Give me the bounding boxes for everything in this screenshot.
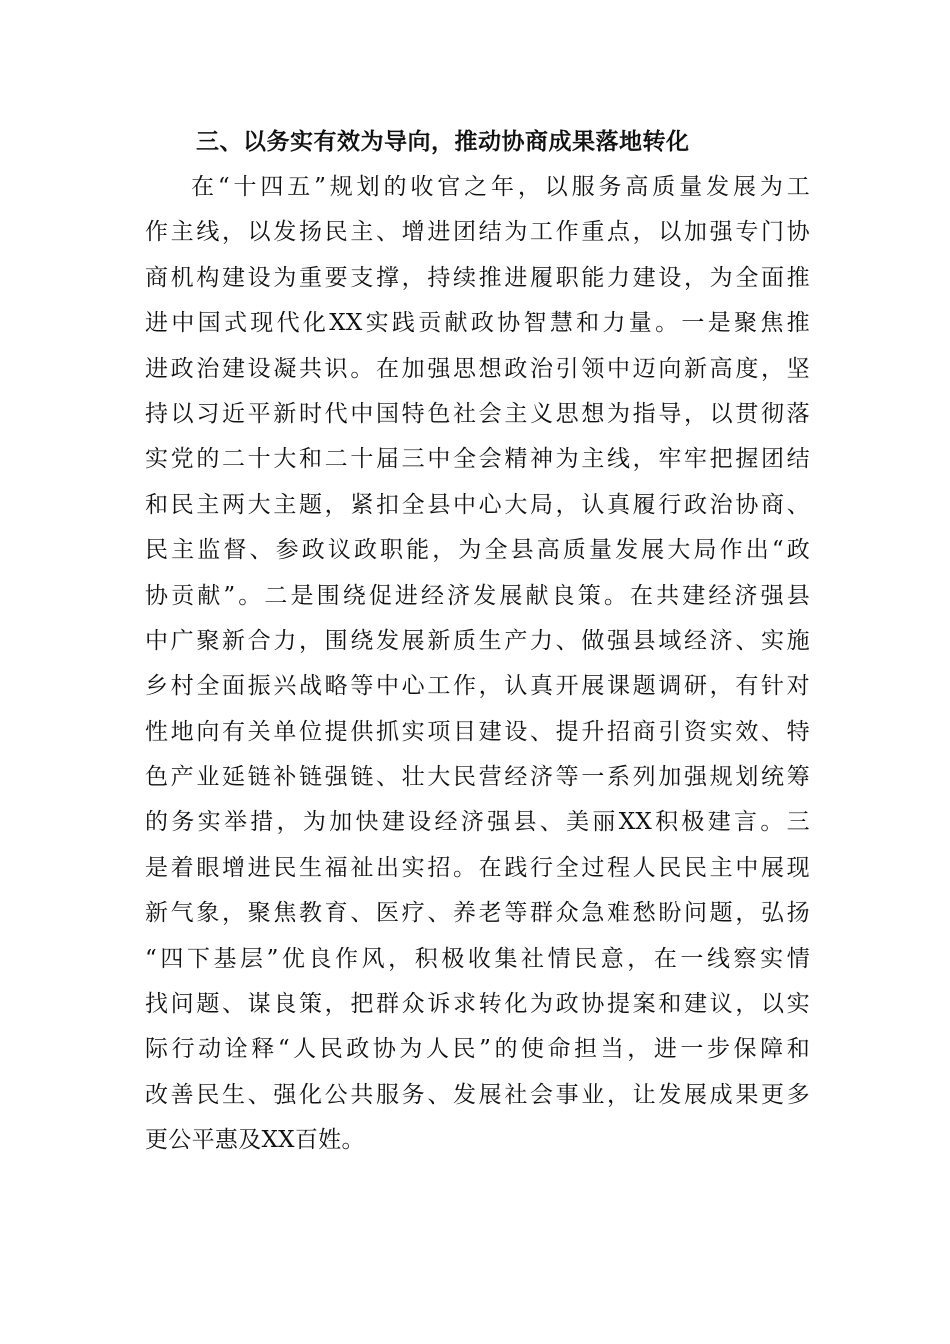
paragraph-line: 的务实举措，为加快建设经济强县、美丽XX积极建言。三 <box>145 809 810 836</box>
body-paragraph <box>145 165 810 1164</box>
paragraph-line: 更公平惠及XX百姓。 <box>145 1127 365 1154</box>
paragraph-line: 找问题、谋良策，把群众诉求转化为政协提案和建议，以实 <box>145 991 810 1018</box>
paragraph-line: 持以习近平新时代中国特色社会主义思想为指导，以贯彻落 <box>145 400 810 427</box>
paragraph-line: 性地向有关单位提供抓实项目建设、提升招商引资实效、特 <box>145 718 810 745</box>
paragraph-line: 作主线，以发扬民主、增进团结为工作重点，以加强专门协 <box>145 219 810 246</box>
paragraph-line: 际行动诠释“人民政协为人民”的使命担当，进一步保障和 <box>145 1036 810 1063</box>
paragraph-line: 在“十四五”规划的收官之年，以服务高质量发展为工 <box>191 174 810 200</box>
paragraph-line: 改善民生、强化公共服务、发展社会事业，让发展成果更多 <box>145 1081 810 1108</box>
paragraph-line: “四下基层”优良作风，积极收集社情民意，在一线察实情 <box>145 945 810 972</box>
paragraph-line: 商机构建设为重要支撑，持续推进履职能力建设，为全面推 <box>145 264 810 291</box>
paragraph-line: 中广聚新合力，围绕发展新质生产力、做强县域经济、实施 <box>145 627 810 654</box>
paragraph-line: 进中国式现代化XX实践贡献政协智慧和力量。一是聚焦推 <box>145 310 810 337</box>
paragraph-line: 协贡献”。二是围绕促进经济发展献良策。在共建经济强县 <box>145 582 810 609</box>
paragraph-line: 和民主两大主题，紧扣全县中心大局，认真履行政治协商、 <box>145 491 810 518</box>
paragraph-line: 民主监督、参政议政职能，为全县高质量发展大局作出“政 <box>145 537 810 564</box>
paragraph-line: 进政治建设凝共识。在加强思想政治引领中迈向新高度，坚 <box>145 355 810 382</box>
paragraph-line: 实党的二十大和二十届三中全会精神为主线，牢牢把握团结 <box>145 446 810 473</box>
paragraph-line: 是着眼增进民生福祉出实招。在践行全过程人民民主中展现 <box>145 854 810 881</box>
paragraph-line: 新气象，聚焦教育、医疗、养老等群众急难愁盼问题，弘扬 <box>145 900 810 927</box>
paragraph-line: 色产业延链补链强链、壮大民营经济等一系列加强规划统筹 <box>145 764 810 791</box>
paragraph-line: 乡村全面振兴战略等中心工作，认真开展课题调研，有针对 <box>145 673 810 700</box>
section-heading: 三、以务实有效为导向，推动协商成果落地转化 <box>196 129 690 155</box>
